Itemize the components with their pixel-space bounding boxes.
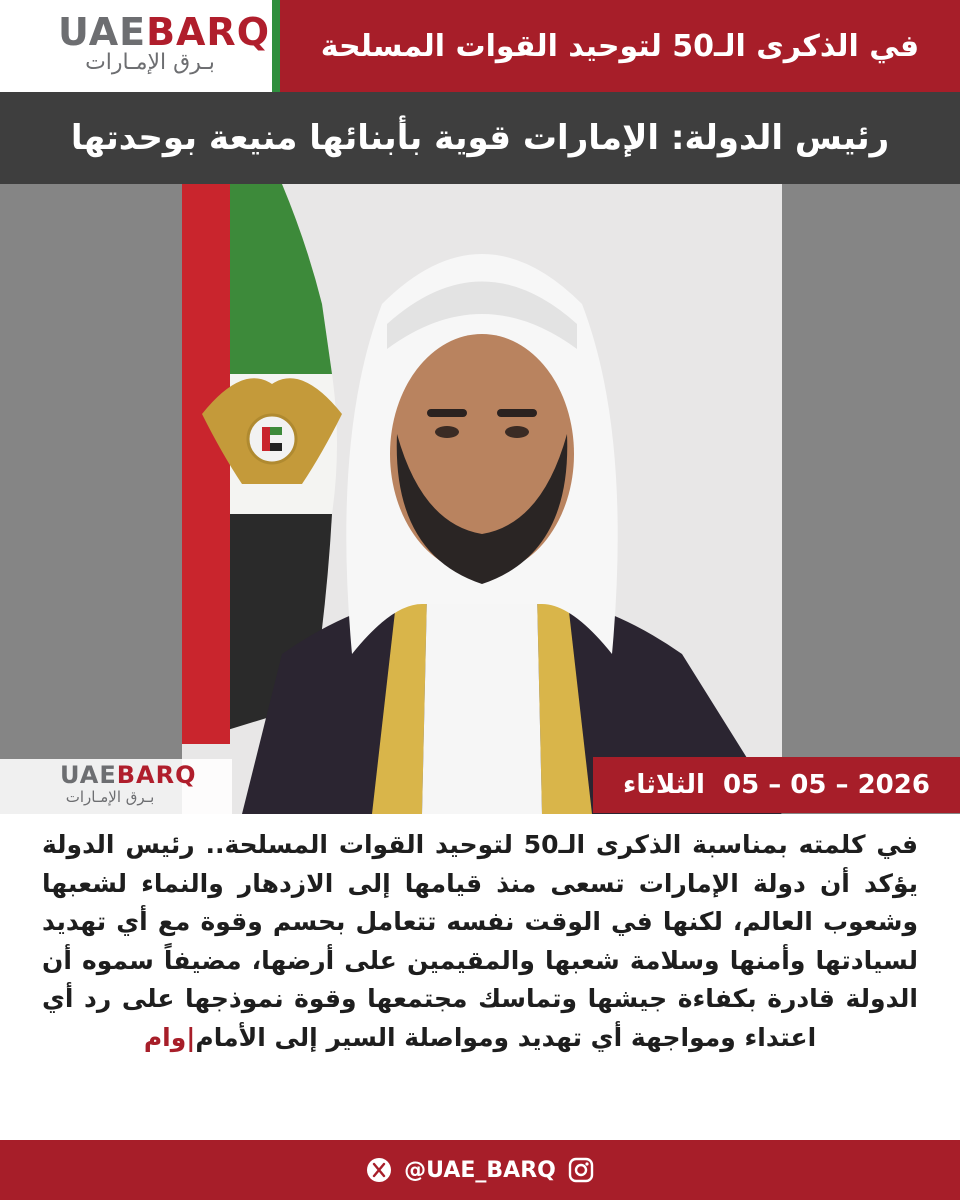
occasion-banner [280, 0, 960, 92]
logo-latin-uae: UAE [58, 10, 147, 54]
portrait-illustration [182, 184, 782, 814]
logo-arabic-text: بـرق الإمـارات [85, 50, 215, 75]
brand-logo [0, 0, 272, 92]
watermark-latin-barq: BARQ [116, 761, 197, 789]
date-value: 05 – 05 – 2026 [723, 770, 930, 800]
green-accent-stripe [272, 0, 280, 92]
date-banner [593, 757, 960, 813]
logo-latin-text [58, 10, 270, 54]
watermark-logo-latin [60, 761, 196, 789]
source-tag: وام [143, 1022, 187, 1052]
article-body-text: في كلمته بمناسبة الذكرى الـ50 لتوحيد القوات المسلحة.. رئيس الدولة يؤكد أن دولة الإمارات تسعى منذ قيامها إلى الازدهار والنماء لشعبها وشعوب العالم، لكنها في الوقت نفسه تتعامل بحسم وقوة مع أي تهديد لسيادتها وأمنها وسلامة شعبها والمقيمين على أرضها، مضيفاً سموه أن الدولة قادرة بكفاءة جيشها وتماسك مجتمعها وقوة نموذجها على رد أي اعتداء ومواجهة أي تهديد ومواصلة السير إلى الأمام [42, 830, 918, 1052]
headline-bar [0, 92, 960, 184]
watermark-logo-arabic: بـرق الإمـارات [65, 788, 155, 806]
date-text [623, 770, 930, 800]
instagram-icon[interactable] [568, 1157, 594, 1183]
x-icon[interactable] [366, 1157, 392, 1183]
headline: رئيس الدولة: الإمارات قوية بأبنائها منيعة بوحدتها [70, 118, 890, 158]
portrait-photo [182, 184, 782, 814]
logo-latin-barq: BARQ [146, 10, 270, 54]
top-bar [0, 0, 960, 92]
article-body [42, 826, 918, 1126]
source-separator: | [186, 1022, 196, 1052]
photo-area [0, 184, 960, 814]
social-footer [0, 1140, 960, 1200]
occasion-title: في الذكرى الـ50 لتوحيد القوات المسلحة [320, 28, 920, 64]
watermark-latin-uae: UAE [60, 761, 117, 789]
social-handle[interactable]: @UAE_BARQ [404, 1157, 556, 1183]
watermark-logo [0, 759, 232, 814]
date-day: الثلاثاء [623, 770, 705, 800]
